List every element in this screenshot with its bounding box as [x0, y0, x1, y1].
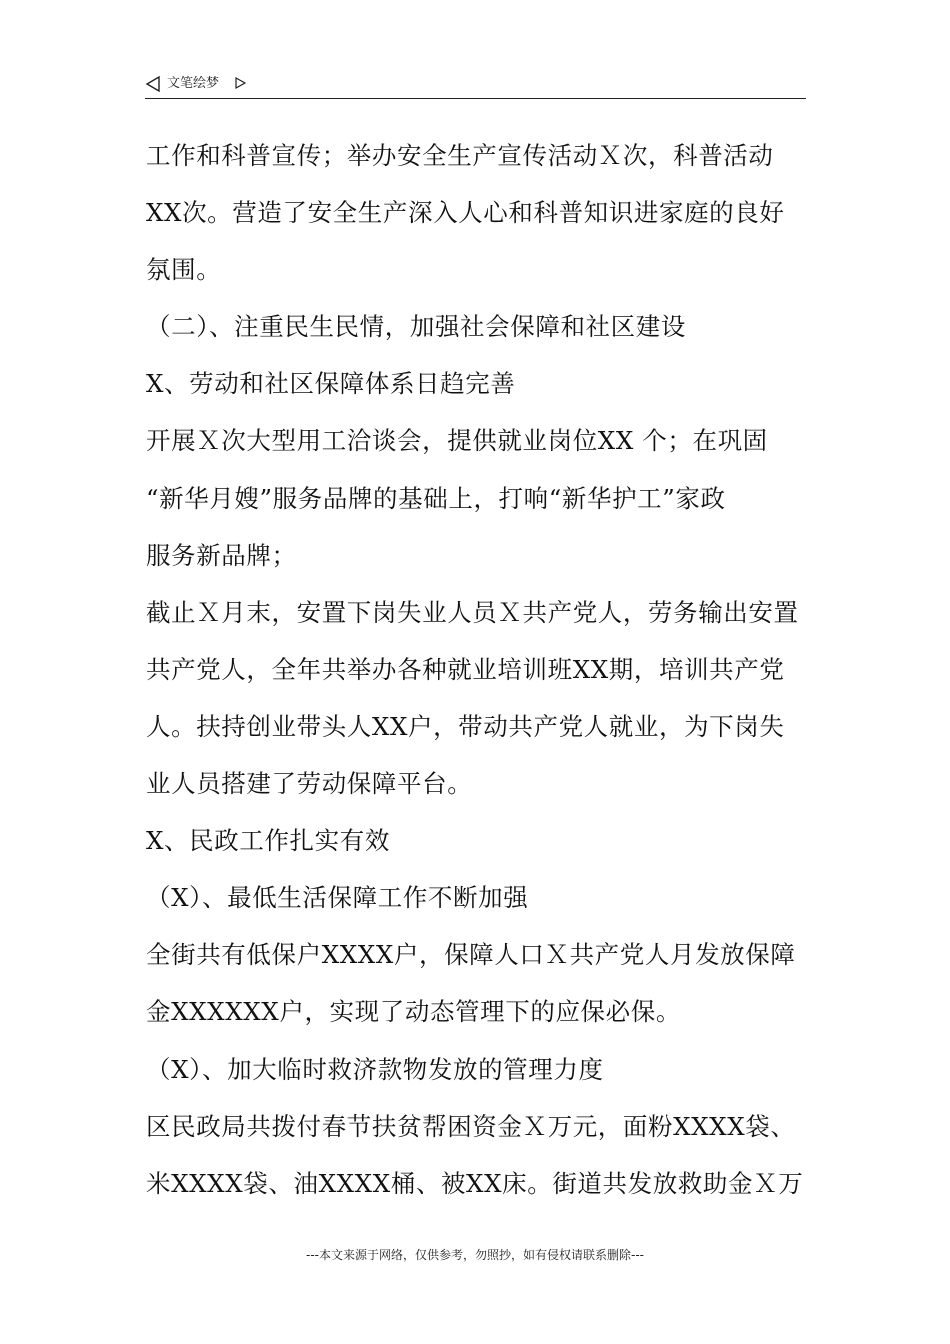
- subsection-heading: X、民政工作扎实有效: [146, 826, 390, 856]
- text-line: “新华月嫂”服务品牌的基础上，打响“新华护工”家政: [146, 483, 726, 513]
- subsection-heading: （X）、加大临时救济款物发放的管理力度: [146, 1054, 604, 1084]
- text-line: 开展Ｘ次大型用工洽谈会，提供就业岗位XX 个；在巩固: [146, 426, 768, 456]
- text-line: 氛围。: [146, 255, 222, 285]
- section-heading: （二）、注重民生民情，加强社会保障和社区建设: [146, 312, 686, 342]
- text-line: 共产党人，全年共举办各种就业培训班XX期，培训共产党: [146, 654, 785, 684]
- text-line: 区民政局共拨付春节扶贫帮困资金Ｘ万元，面粉XXXX袋、: [146, 1111, 796, 1141]
- text-line: 人。扶持创业带头人XX户，带动共产党人就业，为下岗失: [146, 711, 785, 741]
- text-line: 工作和科普宣传；举办安全生产宣传活动Ｘ次，科普活动: [146, 141, 774, 170]
- header-title: 文笔绘梦: [167, 76, 220, 91]
- triangle-left-icon: [145, 76, 161, 92]
- text-line: XX次。营造了安全生产深入人心和科普知识进家庭的良好: [146, 198, 785, 228]
- text-line: 金XXXXXX户，实现了动态管理下的应保必保。: [146, 997, 681, 1027]
- page-header: [145, 74, 806, 99]
- subsection-heading: X、劳动和社区保障体系日趋完善: [146, 369, 516, 399]
- page-footer: ---本文来源于网络，仅供参考，勿照抄，如有侵权请联系删除---: [306, 1248, 644, 1262]
- text-line: 服务新品牌；: [146, 540, 297, 570]
- triangle-right-icon: [235, 77, 246, 89]
- text-line: 全街共有低保户XXXX户，保障人口Ｘ共产党人月发放保障: [146, 940, 796, 970]
- document-body: [146, 127, 808, 1212]
- text-line: 业人员搭建了劳动保障平台。: [146, 769, 473, 799]
- text-line: 米XXXX袋、油XXXX桶、被XX床。街道共发放救助金Ｘ万: [146, 1168, 804, 1198]
- text-line: 截止Ｘ月末，安置下岗失业人员Ｘ共产党人，劳务输出安置: [146, 597, 799, 627]
- subsection-heading: （X）、最低生活保障工作不断加强: [146, 883, 529, 913]
